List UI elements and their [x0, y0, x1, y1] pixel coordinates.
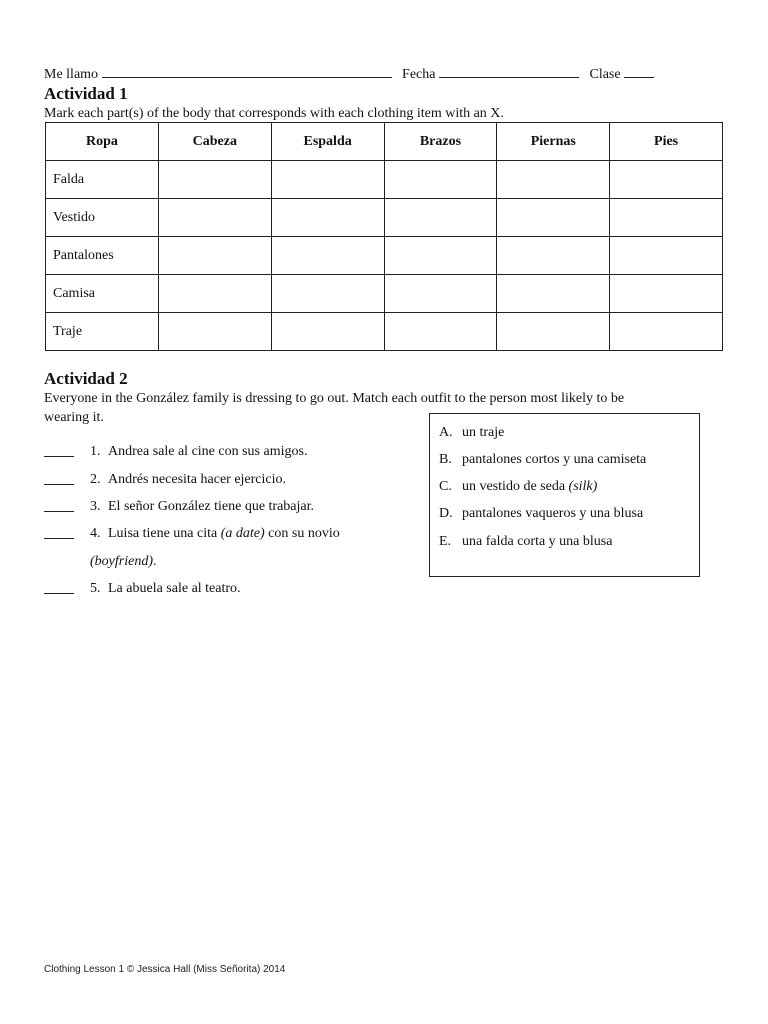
answer-blank[interactable] [44, 499, 74, 512]
date-label: Fecha [402, 67, 436, 82]
item-text-part: . [152, 554, 157, 569]
item-text-italic: (boyfriend) [90, 554, 153, 569]
name-label: Me llamo [44, 67, 99, 82]
column-header: Ropa [46, 123, 159, 161]
mark-cell[interactable] [610, 237, 723, 275]
name-blank[interactable] [102, 65, 392, 78]
mark-cell[interactable] [610, 161, 723, 199]
footer-credit: Clothing Lesson 1 © Jessica Hall (Miss Señorita) 2014 [44, 964, 286, 975]
column-header: Cabeza [158, 123, 271, 161]
class-blank[interactable] [624, 65, 654, 78]
item-text-italic: (a date) [220, 526, 265, 541]
mark-cell[interactable] [158, 237, 271, 275]
item-text: La abuela sale al teatro. [108, 581, 241, 596]
mark-cell[interactable] [158, 199, 271, 237]
mark-cell[interactable] [610, 275, 723, 313]
activity1-title: Actividad 1 [44, 84, 128, 103]
option-item [439, 479, 597, 495]
mark-cell[interactable] [610, 199, 723, 237]
item-number: 4. [90, 526, 101, 541]
answer-blank[interactable] [44, 526, 74, 539]
mark-cell[interactable] [610, 313, 723, 351]
mark-cell[interactable] [384, 199, 497, 237]
option-text: pantalones vaqueros y una blusa [462, 506, 644, 521]
mark-cell[interactable] [271, 313, 384, 351]
option-text: pantalones cortos y una camiseta [462, 452, 647, 467]
item-number: 1. [90, 444, 101, 459]
table-row [46, 313, 723, 351]
clothing-body-table [45, 122, 723, 351]
item-text [108, 526, 340, 542]
item-text-part: con su novio [264, 526, 340, 541]
item-text: El señor González tiene que trabajar. [108, 499, 315, 514]
option-letter: D. [439, 506, 453, 521]
option-letter: B. [439, 452, 452, 467]
activity1-instructions: Mark each part(s) of the body that corresponds with each clothing item with an X. [44, 106, 504, 121]
answer-blank[interactable] [44, 472, 74, 485]
option-letter: A. [439, 425, 453, 440]
mark-cell[interactable] [497, 275, 610, 313]
table-row [46, 275, 723, 313]
options-box [429, 413, 700, 577]
list-item [44, 444, 308, 462]
mark-cell[interactable] [158, 313, 271, 351]
list-item [44, 472, 287, 490]
mark-cell[interactable] [497, 313, 610, 351]
option-item [439, 425, 504, 441]
item-text: Andrea sale al cine con sus amigos. [108, 444, 308, 459]
option-text: un traje [462, 425, 505, 440]
table-row [46, 161, 723, 199]
table-row [46, 199, 723, 237]
mark-cell[interactable] [271, 161, 384, 199]
mark-cell[interactable] [497, 161, 610, 199]
option-text-italic: (silk) [568, 479, 598, 494]
row-label: Traje [46, 313, 159, 351]
list-item [44, 581, 241, 599]
answer-blank[interactable] [44, 444, 74, 457]
mark-cell[interactable] [271, 275, 384, 313]
date-blank[interactable] [439, 65, 579, 78]
row-label: Pantalones [46, 237, 159, 275]
item-number: 3. [90, 499, 101, 514]
mark-cell[interactable] [158, 161, 271, 199]
mark-cell[interactable] [271, 237, 384, 275]
table-row [46, 237, 723, 275]
mark-cell[interactable] [384, 161, 497, 199]
mark-cell[interactable] [158, 275, 271, 313]
option-item [439, 534, 612, 550]
class-label: Clase [589, 67, 621, 82]
item-number: 2. [90, 472, 101, 487]
mark-cell[interactable] [497, 237, 610, 275]
column-header: Pies [610, 123, 723, 161]
item-number: 5. [90, 581, 101, 596]
activity2-instructions-line2: wearing it. [44, 410, 104, 425]
option-letter: E. [439, 534, 452, 549]
table-header-row [46, 123, 723, 161]
header-line [44, 65, 654, 83]
column-header: Piernas [497, 123, 610, 161]
row-label: Vestido [46, 199, 159, 237]
option-letter: C. [439, 479, 452, 494]
answer-blank[interactable] [44, 581, 74, 594]
activity2-instructions-line1: Everyone in the González family is dressing to go out. Match each outfit to the person most likely to be [44, 391, 625, 406]
item-continuation [90, 554, 156, 570]
option-text: un vestido de seda [462, 479, 569, 494]
mark-cell[interactable] [384, 237, 497, 275]
row-label: Camisa [46, 275, 159, 313]
list-item [44, 499, 315, 517]
item-text-part: Luisa tiene una cita [108, 526, 221, 541]
option-item [439, 506, 643, 522]
item-text: Andrés necesita hacer ejercicio. [108, 472, 287, 487]
option-item [439, 452, 646, 468]
list-item [44, 526, 340, 544]
mark-cell[interactable] [384, 313, 497, 351]
mark-cell[interactable] [497, 199, 610, 237]
mark-cell[interactable] [384, 275, 497, 313]
row-label: Falda [46, 161, 159, 199]
option-text: una falda corta y una blusa [462, 534, 613, 549]
column-header: Espalda [271, 123, 384, 161]
mark-cell[interactable] [271, 199, 384, 237]
activity2-title: Actividad 2 [44, 369, 128, 388]
column-header: Brazos [384, 123, 497, 161]
